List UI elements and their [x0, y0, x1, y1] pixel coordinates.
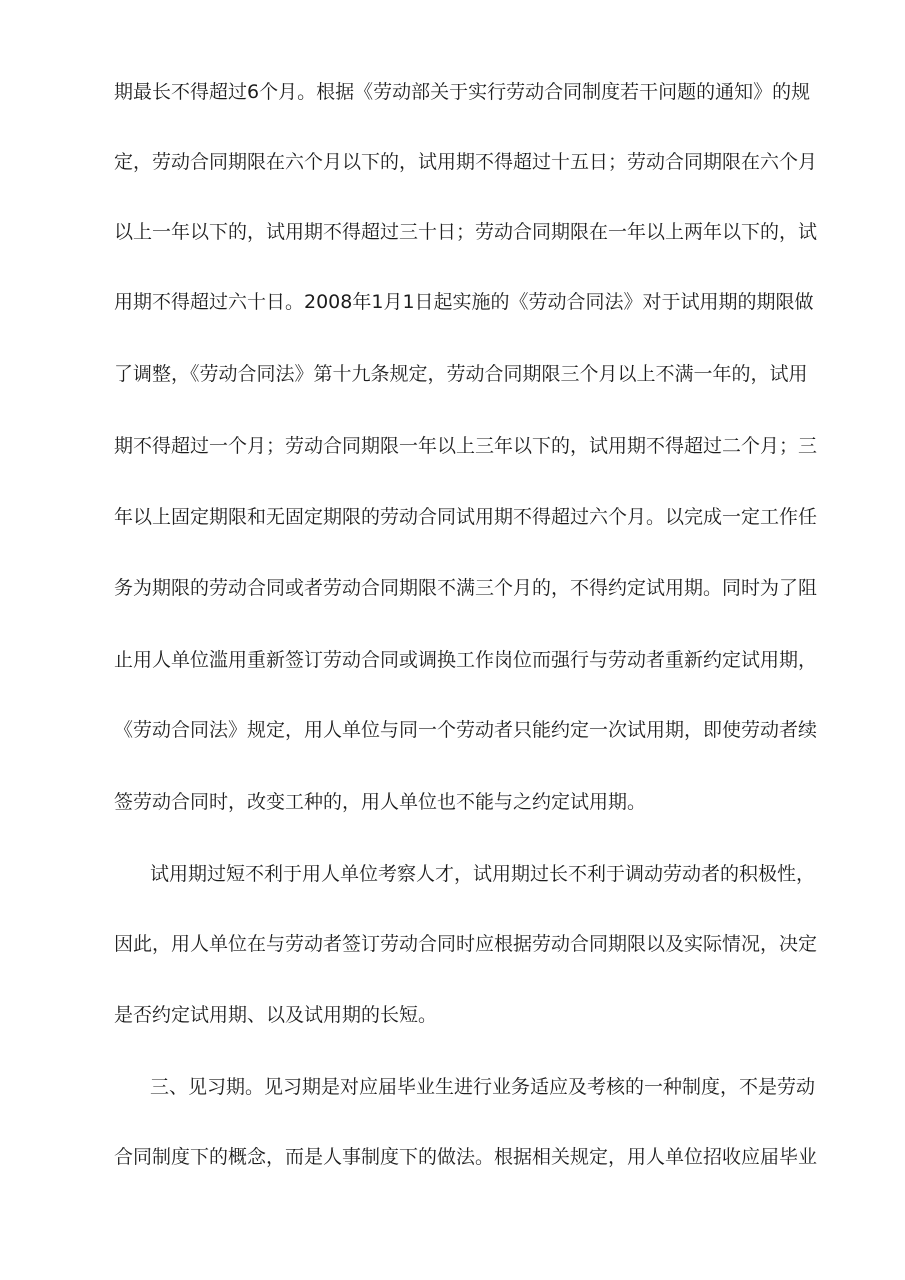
paragraph-line-8: 务为期限的劳动合同或者劳动合同期限不满三个月的，不得约定试用期。同时为了阻: [114, 577, 818, 599]
paragraph-line-11: 签劳动合同时，改变工种的，用人单位也不能与之约定试用期。: [114, 791, 647, 813]
paragraph-line-5: 了调整，《劳动合同法》第十九条规定，劳动合同期限三个月以上不满一年的，试用: [114, 363, 808, 385]
paragraph-line-4: 用期不得超过六十日。2008年1月1日起实施的《劳动合同法》对于试用期的期限做: [114, 291, 814, 313]
paragraph-line-9: 止用人单位滥用重新签订劳动合同或调换工作岗位而强行与劳动者重新约定试用期，: [114, 649, 818, 671]
paragraph-line-7: 年以上固定期限和无固定期限的劳动合同试用期不得超过六个月。以完成一定工作任: [114, 506, 818, 528]
paragraph-line-3: 以上一年以下的，试用期不得超过三十日；劳动合同期限在一年以上两年以下的，试: [114, 221, 818, 243]
paragraph-line-14: 是否约定试用期、以及试用期的长短。: [114, 1004, 438, 1026]
paragraph-line-6: 期不得超过一个月；劳动合同期限一年以上三年以下的，试用期不得超过二个月；三: [114, 435, 818, 457]
paragraph-line-13: 因此，用人单位在与劳动者签订劳动合同时应根据劳动合同期限以及实际情况，决定: [114, 933, 818, 955]
paragraph-line-10: 《劳动合同法》规定，用人单位与同一个劳动者只能约定一次试用期，即使劳动者续: [114, 719, 818, 741]
paragraph-line-15: 三、见习期。见习期是对应届毕业生进行业务适应及考核的一种制度，不是劳动: [150, 1076, 816, 1098]
paragraph-line-12: 试用期过短不利于用人单位考察人才，试用期过长不利于调动劳动者的积极性，: [150, 863, 816, 885]
paragraph-line-1: 期最长不得超过6个月。根据《劳动部关于实行劳动合同制度若干问题的通知》的规: [114, 81, 811, 103]
paragraph-line-16: 合同制度下的概念，而是人事制度下的做法。根据相关规定，用人单位招收应届毕业: [114, 1146, 818, 1168]
paragraph-line-2: 定，劳动合同期限在六个月以下的，试用期不得超过十五日；劳动合同期限在六个月: [114, 151, 818, 173]
